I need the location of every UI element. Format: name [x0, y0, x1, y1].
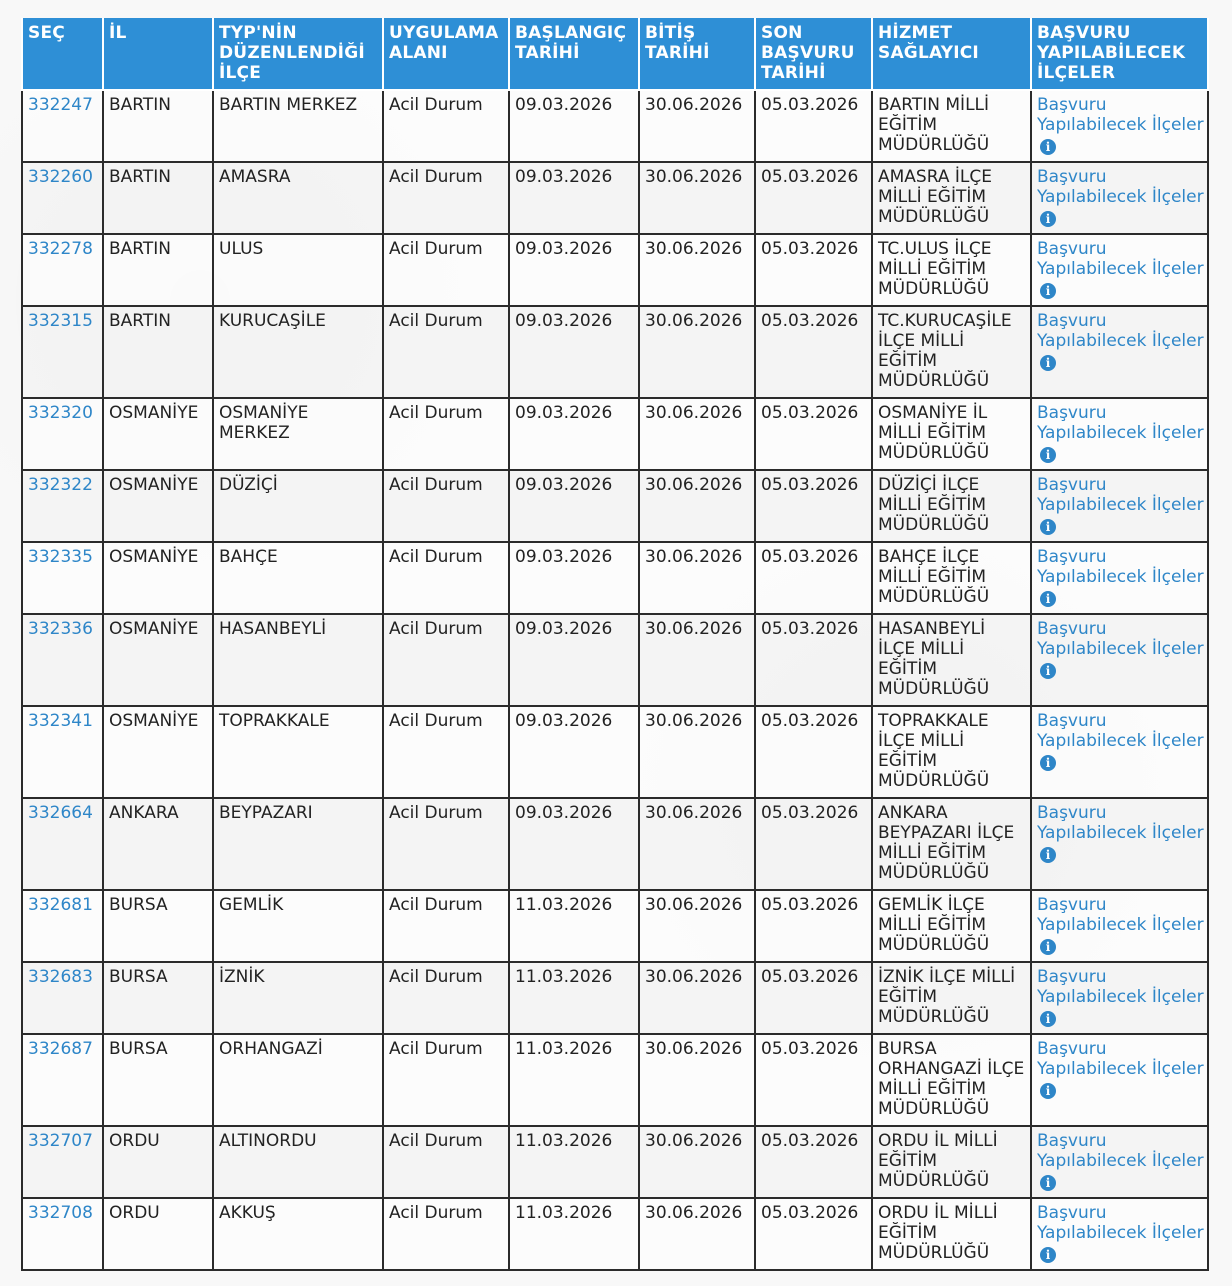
basvuru-ilceler-link-label: Başvuru Yapılabilecek İlçeler: [1037, 403, 1204, 443]
cell-il: ORDU: [103, 1198, 213, 1270]
cell-uygulama-alani: Acil Durum: [383, 306, 509, 398]
table-row: [22, 1034, 1208, 1126]
info-icon[interactable]: i: [1040, 447, 1056, 463]
cell-basvuru-ilceler: [1031, 542, 1208, 614]
cell-basvuru-ilceler: [1031, 890, 1208, 962]
cell-ilce: OSMANİYE MERKEZ: [213, 398, 383, 470]
select-program-link[interactable]: 332707: [28, 1131, 93, 1151]
cell-baslangic-tarihi: 09.03.2026: [509, 162, 639, 234]
select-program-link[interactable]: 332341: [28, 711, 93, 731]
basvuru-ilceler-link-label: Başvuru Yapılabilecek İlçeler: [1037, 967, 1204, 1007]
cell-son-basvuru-tarihi: 05.03.2026: [755, 306, 872, 398]
cell-baslangic-tarihi: 11.03.2026: [509, 1126, 639, 1198]
cell-baslangic-tarihi: 09.03.2026: [509, 798, 639, 890]
cell-son-basvuru-tarihi: 05.03.2026: [755, 90, 872, 162]
cell-bitis-tarihi: 30.06.2026: [639, 1034, 755, 1126]
cell-uygulama-alani: Acil Durum: [383, 706, 509, 798]
cell-son-basvuru-tarihi: 05.03.2026: [755, 614, 872, 706]
program-table: [21, 18, 1209, 1271]
cell-ilce: ORHANGAZİ: [213, 1034, 383, 1126]
cell-son-basvuru-tarihi: 05.03.2026: [755, 706, 872, 798]
header-bitis-tarihi[interactable]: BİTİŞ TARİHİ: [639, 18, 755, 90]
table-row: [22, 234, 1208, 306]
cell-uygulama-alani: Acil Durum: [383, 542, 509, 614]
table-row: [22, 890, 1208, 962]
cell-ilce: DÜZİÇİ: [213, 470, 383, 542]
cell-sec: [22, 890, 103, 962]
cell-sec: [22, 234, 103, 306]
header-ilce[interactable]: TYP'NİN DÜZENLENDİĞİ İLÇE: [213, 18, 383, 90]
cell-uygulama-alani: Acil Durum: [383, 234, 509, 306]
basvuru-ilceler-link-label: Başvuru Yapılabilecek İlçeler: [1037, 167, 1204, 207]
cell-sec: [22, 162, 103, 234]
cell-hizmet-saglayici: ORDU İL MİLLİ EĞİTİM MÜDÜRLÜĞÜ: [872, 1126, 1031, 1198]
info-icon[interactable]: i: [1040, 847, 1056, 863]
cell-hizmet-saglayici: TC.ULUS İLÇE MİLLİ EĞİTİM MÜDÜRLÜĞÜ: [872, 234, 1031, 306]
table-row: [22, 706, 1208, 798]
basvuru-ilceler-link[interactable]: [1037, 619, 1204, 679]
table-row: [22, 962, 1208, 1034]
basvuru-ilceler-link[interactable]: [1037, 895, 1204, 955]
basvuru-ilceler-link[interactable]: [1037, 167, 1204, 227]
header-hizmet-saglayici[interactable]: HİZMET SAĞLAYICI: [872, 18, 1031, 90]
cell-ilce: KURUCAŞİLE: [213, 306, 383, 398]
select-program-link[interactable]: 332687: [28, 1039, 93, 1059]
table-body: [22, 90, 1208, 1270]
select-program-link[interactable]: 332315: [28, 311, 93, 331]
cell-ilce: ALTINORDU: [213, 1126, 383, 1198]
table-row: [22, 542, 1208, 614]
cell-ilce: BARTIN MERKEZ: [213, 90, 383, 162]
cell-basvuru-ilceler: [1031, 234, 1208, 306]
cell-son-basvuru-tarihi: 05.03.2026: [755, 1198, 872, 1270]
cell-baslangic-tarihi: 09.03.2026: [509, 306, 639, 398]
cell-il: BURSA: [103, 890, 213, 962]
cell-il: BARTIN: [103, 90, 213, 162]
cell-bitis-tarihi: 30.06.2026: [639, 306, 755, 398]
cell-basvuru-ilceler: [1031, 162, 1208, 234]
cell-son-basvuru-tarihi: 05.03.2026: [755, 542, 872, 614]
basvuru-ilceler-link[interactable]: [1037, 711, 1204, 771]
info-icon[interactable]: i: [1040, 939, 1056, 955]
select-program-link[interactable]: 332247: [28, 95, 93, 115]
cell-son-basvuru-tarihi: 05.03.2026: [755, 962, 872, 1034]
select-program-link[interactable]: 332322: [28, 475, 93, 495]
info-icon[interactable]: i: [1040, 355, 1056, 371]
cell-basvuru-ilceler: [1031, 398, 1208, 470]
cell-ilce: BEYPAZARI: [213, 798, 383, 890]
cell-il: BARTIN: [103, 162, 213, 234]
cell-hizmet-saglayici: OSMANİYE İL MİLLİ EĞİTİM MÜDÜRLÜĞÜ: [872, 398, 1031, 470]
cell-son-basvuru-tarihi: 05.03.2026: [755, 798, 872, 890]
cell-uygulama-alani: Acil Durum: [383, 890, 509, 962]
cell-il: BURSA: [103, 1034, 213, 1126]
select-program-link[interactable]: 332320: [28, 403, 93, 423]
select-program-link[interactable]: 332335: [28, 547, 93, 567]
cell-basvuru-ilceler: [1031, 962, 1208, 1034]
cell-il: OSMANİYE: [103, 614, 213, 706]
cell-basvuru-ilceler: [1031, 798, 1208, 890]
info-icon[interactable]: i: [1040, 1011, 1056, 1027]
cell-sec: [22, 398, 103, 470]
cell-bitis-tarihi: 30.06.2026: [639, 706, 755, 798]
cell-bitis-tarihi: 30.06.2026: [639, 470, 755, 542]
cell-sec: [22, 306, 103, 398]
table-row: [22, 162, 1208, 234]
table-row: [22, 798, 1208, 890]
cell-sec: [22, 614, 103, 706]
cell-basvuru-ilceler: [1031, 470, 1208, 542]
cell-baslangic-tarihi: 09.03.2026: [509, 542, 639, 614]
basvuru-ilceler-link-label: Başvuru Yapılabilecek İlçeler: [1037, 803, 1204, 843]
cell-il: ANKARA: [103, 798, 213, 890]
cell-basvuru-ilceler: [1031, 1034, 1208, 1126]
cell-il: BARTIN: [103, 306, 213, 398]
basvuru-ilceler-link[interactable]: [1037, 311, 1204, 371]
header-baslangic-tarihi[interactable]: BAŞLANGIÇ TARİHİ: [509, 18, 639, 90]
cell-bitis-tarihi: 30.06.2026: [639, 398, 755, 470]
cell-basvuru-ilceler: [1031, 706, 1208, 798]
cell-baslangic-tarihi: 09.03.2026: [509, 706, 639, 798]
basvuru-ilceler-link[interactable]: [1037, 1039, 1204, 1099]
cell-il: OSMANİYE: [103, 470, 213, 542]
cell-uygulama-alani: Acil Durum: [383, 614, 509, 706]
basvuru-ilceler-link[interactable]: [1037, 95, 1204, 155]
cell-hizmet-saglayici: TOPRAKKALE İLÇE MİLLİ EĞİTİM MÜDÜRLÜĞÜ: [872, 706, 1031, 798]
cell-son-basvuru-tarihi: 05.03.2026: [755, 1126, 872, 1198]
cell-il: BURSA: [103, 962, 213, 1034]
cell-ilce: AKKUŞ: [213, 1198, 383, 1270]
cell-sec: [22, 90, 103, 162]
basvuru-ilceler-link[interactable]: [1037, 239, 1204, 299]
cell-hizmet-saglayici: HASANBEYLİ İLÇE MİLLİ EĞİTİM MÜDÜRLÜĞÜ: [872, 614, 1031, 706]
cell-son-basvuru-tarihi: 05.03.2026: [755, 162, 872, 234]
table-row: [22, 614, 1208, 706]
cell-uygulama-alani: Acil Durum: [383, 162, 509, 234]
basvuru-ilceler-link[interactable]: [1037, 1131, 1204, 1191]
info-icon[interactable]: i: [1040, 139, 1056, 155]
cell-bitis-tarihi: 30.06.2026: [639, 90, 755, 162]
basvuru-ilceler-link[interactable]: [1037, 1203, 1204, 1263]
cell-baslangic-tarihi: 11.03.2026: [509, 1034, 639, 1126]
basvuru-ilceler-link-label: Başvuru Yapılabilecek İlçeler: [1037, 95, 1204, 135]
cell-ilce: BAHÇE: [213, 542, 383, 614]
cell-hizmet-saglayici: BURSA ORHANGAZİ İLÇE MİLLİ EĞİTİM MÜDÜRLÜĞÜ: [872, 1034, 1031, 1126]
cell-bitis-tarihi: 30.06.2026: [639, 890, 755, 962]
basvuru-ilceler-link-label: Başvuru Yapılabilecek İlçeler: [1037, 311, 1204, 351]
cell-ilce: ULUS: [213, 234, 383, 306]
header-sec[interactable]: SEÇ: [22, 18, 103, 90]
cell-baslangic-tarihi: 09.03.2026: [509, 234, 639, 306]
cell-son-basvuru-tarihi: 05.03.2026: [755, 470, 872, 542]
cell-hizmet-saglayici: ANKARA BEYPAZARI İLÇE MİLLİ EĞİTİM MÜDÜRLÜĞÜ: [872, 798, 1031, 890]
info-icon[interactable]: i: [1040, 1083, 1056, 1099]
info-icon[interactable]: i: [1040, 1175, 1056, 1191]
cell-hizmet-saglayici: AMASRA İLÇE MİLLİ EĞİTİM MÜDÜRLÜĞÜ: [872, 162, 1031, 234]
cell-ilce: İZNİK: [213, 962, 383, 1034]
cell-sec: [22, 706, 103, 798]
cell-bitis-tarihi: 30.06.2026: [639, 798, 755, 890]
table-row: [22, 470, 1208, 542]
cell-sec: [22, 470, 103, 542]
cell-basvuru-ilceler: [1031, 90, 1208, 162]
cell-ilce: TOPRAKKALE: [213, 706, 383, 798]
table-row: [22, 1198, 1208, 1270]
cell-uygulama-alani: Acil Durum: [383, 90, 509, 162]
cell-uygulama-alani: Acil Durum: [383, 1198, 509, 1270]
cell-sec: [22, 962, 103, 1034]
cell-baslangic-tarihi: 09.03.2026: [509, 470, 639, 542]
cell-hizmet-saglayici: BARTIN MİLLİ EĞİTİM MÜDÜRLÜĞÜ: [872, 90, 1031, 162]
cell-il: OSMANİYE: [103, 398, 213, 470]
info-icon[interactable]: i: [1040, 519, 1056, 535]
cell-hizmet-saglayici: GEMLİK İLÇE MİLLİ EĞİTİM MÜDÜRLÜĞÜ: [872, 890, 1031, 962]
cell-sec: [22, 798, 103, 890]
cell-il: BARTIN: [103, 234, 213, 306]
cell-hizmet-saglayici: İZNİK İLÇE MİLLİ EĞİTİM MÜDÜRLÜĞÜ: [872, 962, 1031, 1034]
basvuru-ilceler-link-label: Başvuru Yapılabilecek İlçeler: [1037, 475, 1204, 515]
table-row: [22, 306, 1208, 398]
cell-son-basvuru-tarihi: 05.03.2026: [755, 398, 872, 470]
cell-hizmet-saglayici: BAHÇE İLÇE MİLLİ EĞİTİM MÜDÜRLÜĞÜ: [872, 542, 1031, 614]
select-program-link[interactable]: 332664: [28, 803, 93, 823]
header-basvuru-ilceler[interactable]: BAŞVURU YAPILABİLECEK İLÇELER: [1031, 18, 1208, 90]
info-icon[interactable]: i: [1040, 1247, 1056, 1263]
cell-baslangic-tarihi: 09.03.2026: [509, 398, 639, 470]
cell-uygulama-alani: Acil Durum: [383, 798, 509, 890]
info-icon[interactable]: i: [1040, 663, 1056, 679]
cell-bitis-tarihi: 30.06.2026: [639, 162, 755, 234]
cell-ilce: AMASRA: [213, 162, 383, 234]
select-program-link[interactable]: 332681: [28, 895, 93, 915]
cell-sec: [22, 542, 103, 614]
cell-son-basvuru-tarihi: 05.03.2026: [755, 234, 872, 306]
basvuru-ilceler-link[interactable]: [1037, 547, 1204, 607]
cell-basvuru-ilceler: [1031, 614, 1208, 706]
basvuru-ilceler-link-label: Başvuru Yapılabilecek İlçeler: [1037, 619, 1204, 659]
basvuru-ilceler-link-label: Başvuru Yapılabilecek İlçeler: [1037, 1203, 1204, 1243]
basvuru-ilceler-link[interactable]: [1037, 967, 1204, 1027]
cell-son-basvuru-tarihi: 05.03.2026: [755, 890, 872, 962]
cell-hizmet-saglayici: DÜZİÇİ İLÇE MİLLİ EĞİTİM MÜDÜRLÜĞÜ: [872, 470, 1031, 542]
cell-baslangic-tarihi: 09.03.2026: [509, 90, 639, 162]
select-program-link[interactable]: 332683: [28, 967, 93, 987]
info-icon[interactable]: i: [1040, 283, 1056, 299]
basvuru-ilceler-link[interactable]: [1037, 403, 1204, 463]
header-row: [22, 18, 1208, 90]
cell-baslangic-tarihi: 11.03.2026: [509, 890, 639, 962]
cell-sec: [22, 1126, 103, 1198]
cell-bitis-tarihi: 30.06.2026: [639, 962, 755, 1034]
cell-son-basvuru-tarihi: 05.03.2026: [755, 1034, 872, 1126]
info-icon[interactable]: i: [1040, 591, 1056, 607]
cell-ilce: GEMLİK: [213, 890, 383, 962]
basvuru-ilceler-link-label: Başvuru Yapılabilecek İlçeler: [1037, 895, 1204, 935]
cell-ilce: HASANBEYLİ: [213, 614, 383, 706]
cell-baslangic-tarihi: 09.03.2026: [509, 614, 639, 706]
select-program-link[interactable]: 332336: [28, 619, 93, 639]
cell-hizmet-saglayici: TC.KURUCAŞİLE İLÇE MİLLİ EĞİTİM MÜDÜRLÜĞÜ: [872, 306, 1031, 398]
header-uygulama-alani[interactable]: UYGULAMA ALANI: [383, 18, 509, 90]
cell-bitis-tarihi: 30.06.2026: [639, 542, 755, 614]
basvuru-ilceler-link-label: Başvuru Yapılabilecek İlçeler: [1037, 711, 1204, 751]
cell-bitis-tarihi: 30.06.2026: [639, 234, 755, 306]
header-il[interactable]: İL: [103, 18, 213, 90]
cell-uygulama-alani: Acil Durum: [383, 962, 509, 1034]
cell-il: OSMANİYE: [103, 542, 213, 614]
cell-uygulama-alani: Acil Durum: [383, 470, 509, 542]
cell-sec: [22, 1198, 103, 1270]
table-row: [22, 90, 1208, 162]
cell-bitis-tarihi: 30.06.2026: [639, 614, 755, 706]
cell-il: ORDU: [103, 1126, 213, 1198]
basvuru-ilceler-link[interactable]: [1037, 475, 1204, 535]
cell-basvuru-ilceler: [1031, 306, 1208, 398]
basvuru-ilceler-link-label: Başvuru Yapılabilecek İlçeler: [1037, 547, 1204, 587]
table-row: [22, 1126, 1208, 1198]
table-row: [22, 398, 1208, 470]
select-program-link[interactable]: 332260: [28, 167, 93, 187]
basvuru-ilceler-link-label: Başvuru Yapılabilecek İlçeler: [1037, 1039, 1204, 1079]
header-son-basvuru-tarihi[interactable]: SON BAŞVURU TARİHİ: [755, 18, 872, 90]
cell-basvuru-ilceler: [1031, 1126, 1208, 1198]
basvuru-ilceler-link[interactable]: [1037, 803, 1204, 863]
cell-il: OSMANİYE: [103, 706, 213, 798]
cell-bitis-tarihi: 30.06.2026: [639, 1198, 755, 1270]
cell-baslangic-tarihi: 11.03.2026: [509, 1198, 639, 1270]
cell-basvuru-ilceler: [1031, 1198, 1208, 1270]
select-program-link[interactable]: 332708: [28, 1203, 93, 1223]
cell-uygulama-alani: Acil Durum: [383, 1034, 509, 1126]
cell-bitis-tarihi: 30.06.2026: [639, 1126, 755, 1198]
cell-sec: [22, 1034, 103, 1126]
cell-baslangic-tarihi: 11.03.2026: [509, 962, 639, 1034]
basvuru-ilceler-link-label: Başvuru Yapılabilecek İlçeler: [1037, 1131, 1204, 1171]
select-program-link[interactable]: 332278: [28, 239, 93, 259]
cell-uygulama-alani: Acil Durum: [383, 1126, 509, 1198]
cell-hizmet-saglayici: ORDU İL MİLLİ EĞİTİM MÜDÜRLÜĞÜ: [872, 1198, 1031, 1270]
cell-uygulama-alani: Acil Durum: [383, 398, 509, 470]
basvuru-ilceler-link-label: Başvuru Yapılabilecek İlçeler: [1037, 239, 1204, 279]
info-icon[interactable]: i: [1040, 211, 1056, 227]
info-icon[interactable]: i: [1040, 755, 1056, 771]
